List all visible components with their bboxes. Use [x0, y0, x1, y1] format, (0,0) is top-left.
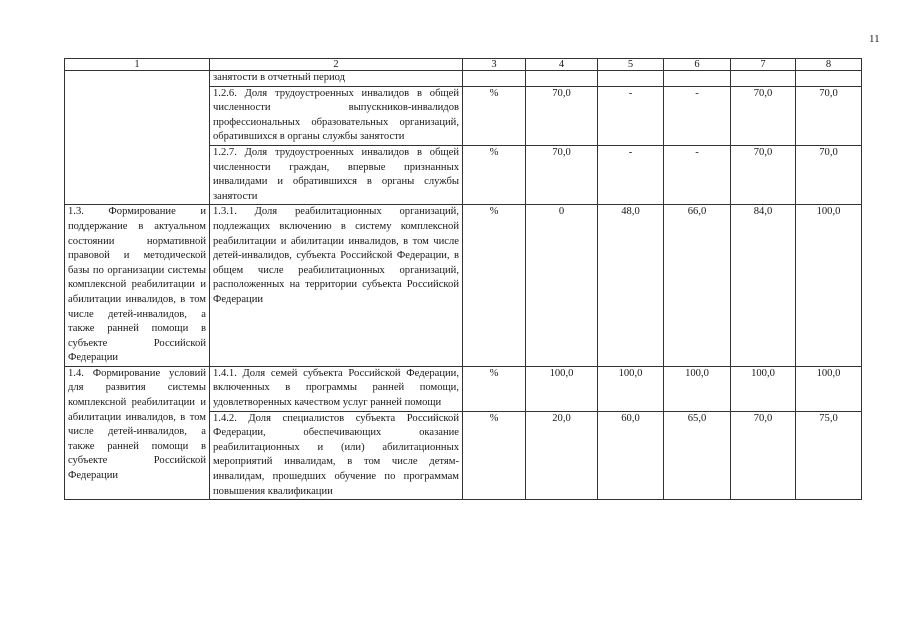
value-cell: 66,0	[664, 205, 731, 367]
unit-cell: %	[463, 145, 526, 204]
table-row	[65, 71, 862, 87]
task-cell: 1.3. Формирование и поддержание в актуальном состоянии нормативной правовой и методической базы по организации системы комплексной реабилитации и абилитации инвалидов, в том числе детей-инвалидов, а также ранней помощи в субъекте Российской Федерации	[65, 205, 210, 367]
header-cell: 1	[65, 59, 210, 71]
indicator-cell: 1.2.7. Доля трудоустроенных инвалидов в общей численности граждан, впервые признанных инвалидами и обратившихся в органы службы занятости	[210, 145, 463, 204]
value-cell: 70,0	[526, 145, 598, 204]
value-cell: 100,0	[664, 366, 731, 411]
value-cell: 100,0	[731, 366, 796, 411]
unit-cell: %	[463, 366, 526, 411]
value-cell: 70,0	[526, 86, 598, 145]
header-cell: 6	[664, 59, 731, 71]
indicator-cell: 1.4.1. Доля семей субъекта Российской Федерации, включенных в программы ранней помощи, удовлетворенных качеством услуг ранней помощи	[210, 366, 463, 411]
value-cell: 100,0	[526, 366, 598, 411]
page-number: 11	[869, 33, 880, 45]
indicator-cell: 1.2.6. Доля трудоустроенных инвалидов в общей численности выпускников-инвалидов профессиональных образовательных организаций, обратившихся в органы службы занятости	[210, 86, 463, 145]
value-cell: 70,0	[796, 86, 862, 145]
value-cell: 70,0	[731, 145, 796, 204]
header-cell: 3	[463, 59, 526, 71]
task-cell-empty	[65, 71, 210, 205]
table-row	[65, 205, 862, 367]
value-cell: 70,0	[731, 411, 796, 500]
value-cell: 84,0	[731, 205, 796, 367]
value-cell: -	[664, 145, 731, 204]
header-cell: 8	[796, 59, 862, 71]
header-cell: 7	[731, 59, 796, 71]
value-cell: 60,0	[598, 411, 664, 500]
header-cell: 4	[526, 59, 598, 71]
value-cell: -	[664, 86, 731, 145]
indicator-cell: 1.4.2. Доля специалистов субъекта Российской Федерации, обеспечивающих оказание реабилитационных и (или) абилитационных мероприятий инвалидам, в том числе детям-инвалидам, прошедших обучение по программам повышения квалификации	[210, 411, 463, 500]
value-cell: 20,0	[526, 411, 598, 500]
header-cell: 5	[598, 59, 664, 71]
unit-cell: %	[463, 411, 526, 500]
header-row	[65, 59, 862, 71]
table-row	[65, 366, 862, 411]
value-cell: 70,0	[731, 86, 796, 145]
indicator-cell: 1.3.1. Доля реабилитационных организаций, подлежащих включению в систему комплексной реабилитации и абилитации инвалидов, в том числе детей-инвалидов, субъекта Российской Федерации, в общем числе реабилитационных организаций, расположенных на территории субъекта Российской Федерации	[210, 205, 463, 367]
indicator-cell: занятости в отчетный период	[210, 71, 463, 87]
value-cell: -	[598, 145, 664, 204]
unit-cell: %	[463, 205, 526, 367]
value-cell: 48,0	[598, 205, 664, 367]
unit-cell: %	[463, 86, 526, 145]
value-cell: 70,0	[796, 145, 862, 204]
value-cell: 100,0	[796, 366, 862, 411]
task-cell: 1.4. Формирование условий для развития системы комплексной реабилитации и абилитации инвалидов, в том числе детей-инвалидов, а также ранней помощи в субъекте Российской Федерации	[65, 366, 210, 499]
value-cell: 0	[526, 205, 598, 367]
value-cell: 75,0	[796, 411, 862, 500]
indicators-table	[64, 58, 862, 500]
header-cell: 2	[210, 59, 463, 71]
value-cell: -	[598, 86, 664, 145]
value-cell: 100,0	[598, 366, 664, 411]
value-cell: 65,0	[664, 411, 731, 500]
value-cell: 100,0	[796, 205, 862, 367]
